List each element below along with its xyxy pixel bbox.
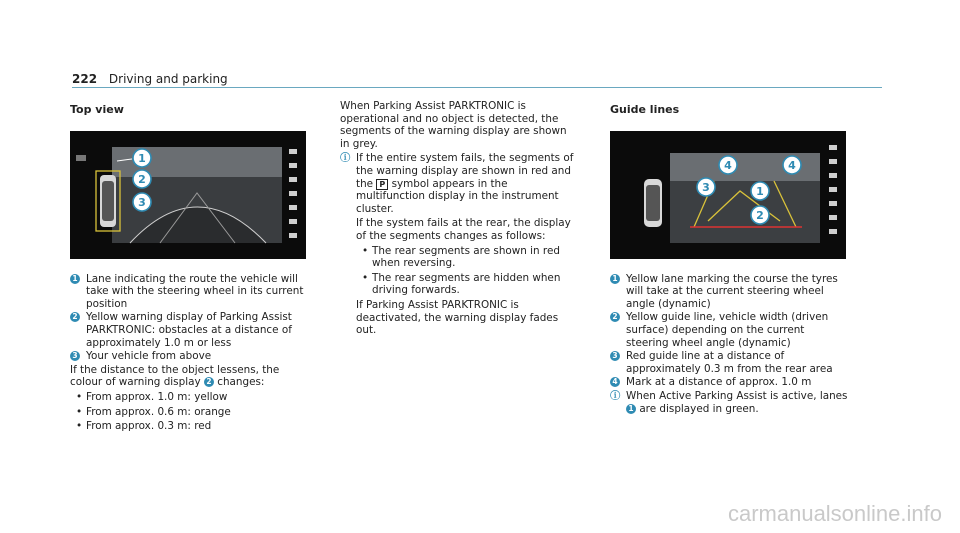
legend-text: Mark at a distance of approx. 1.0 m [626,376,812,389]
guide-lines-screenshot [610,131,846,259]
callout-number: 2 [610,312,620,322]
legend-text: Lane indicating the route the vehicle will take with the steering wheel in its current position [86,272,304,310]
legend-item [610,376,848,389]
legend-item [70,273,308,311]
callout-number: 4 [610,377,620,387]
page-number: 222 [72,72,98,86]
callout-number: 3 [610,351,620,361]
callout-number: 2 [70,312,80,322]
page-header [72,72,228,86]
svg-text:2: 2 [138,172,146,186]
legend-item [610,311,848,349]
svg-text:2: 2 [756,208,764,222]
system-failure-note: ⓘ If the entire system fails, the segments of the warning display are shown in red and the P symbol appears in the multifunction display in the instrument cluster. [340,152,574,215]
operational-paragraph: When Parking Assist PARKTRONIC is operational and no object is detected, the segments of the warning display are shown in grey. [340,100,567,150]
svg-text:3: 3 [702,180,710,194]
rear-failure-paragraph: If the system fails at the rear, the display of the segments changes as follows: [356,217,571,242]
info-icon: ⓘ [340,152,351,165]
legend-item [610,350,848,375]
callout-number: 1 [610,274,620,284]
heading-top-view: Top view [70,103,124,116]
heading-guide-lines: Guide lines [610,103,680,116]
bullet-item: • From approx. 1.0 m: yellow [70,391,308,404]
active-parking-note: ⓘ When Active Parking Assist is active, lanes 1 are displayed in green. [610,389,848,415]
svg-text:4: 4 [724,158,732,172]
column-top-view [70,100,308,435]
svg-text:1: 1 [138,151,146,165]
callout-number: 3 [70,351,80,361]
legend-item [70,350,308,363]
svg-text:1: 1 [756,184,764,198]
callout-number: 1 [626,404,636,414]
colour-change-paragraph: If the distance to the object lessens, the colour of warning display 2 changes: [70,363,280,389]
watermark: carmanualsonline.info [727,501,942,526]
bullet-item: • The rear segments are hidden when driving forwards. [356,272,578,297]
bullet-item: • From approx. 0.3 m: red [70,420,308,433]
legend-text: Yellow warning display of Parking Assist PARKTRONIC: obstacles at a distance of approximately 1.0 m or less [86,311,292,349]
top-view-screenshot [70,131,306,259]
top-view-illustration [70,131,306,259]
header-divider [72,87,882,88]
callout-number: 1 [70,274,80,284]
deactivated-paragraph: If Parking Assist PARKTRONIC is deactivated, the warning display fades out. [356,298,559,337]
legend-text: Red guide line at a distance of approximately 0.3 m from the rear area [626,350,833,375]
callout-number: 2 [204,377,214,387]
bullet-item: • The rear segments are shown in red when reversing. [356,245,578,270]
legend-item [610,273,848,311]
legend-text: Yellow guide line, vehicle width (driven surface) depending on the current steering wheel angle (dynamic) [626,311,829,349]
bullet-item: • From approx. 0.6 m: orange [70,406,308,419]
svg-text:4: 4 [788,158,796,172]
guide-lines-illustration [610,131,846,259]
legend-text: Your vehicle from above [86,350,212,363]
column-warning-display [340,100,578,339]
legend-text: Yellow lane marking the course the tyres will take at the current steering wheel angle (dynamic) [626,272,838,310]
section-title: Driving and parking [108,72,228,86]
column-guide-lines [610,100,848,415]
svg-text:3: 3 [138,195,146,209]
parktronic-off-icon: P [376,179,388,190]
info-icon: ⓘ [610,389,621,402]
legend-item [70,311,308,349]
